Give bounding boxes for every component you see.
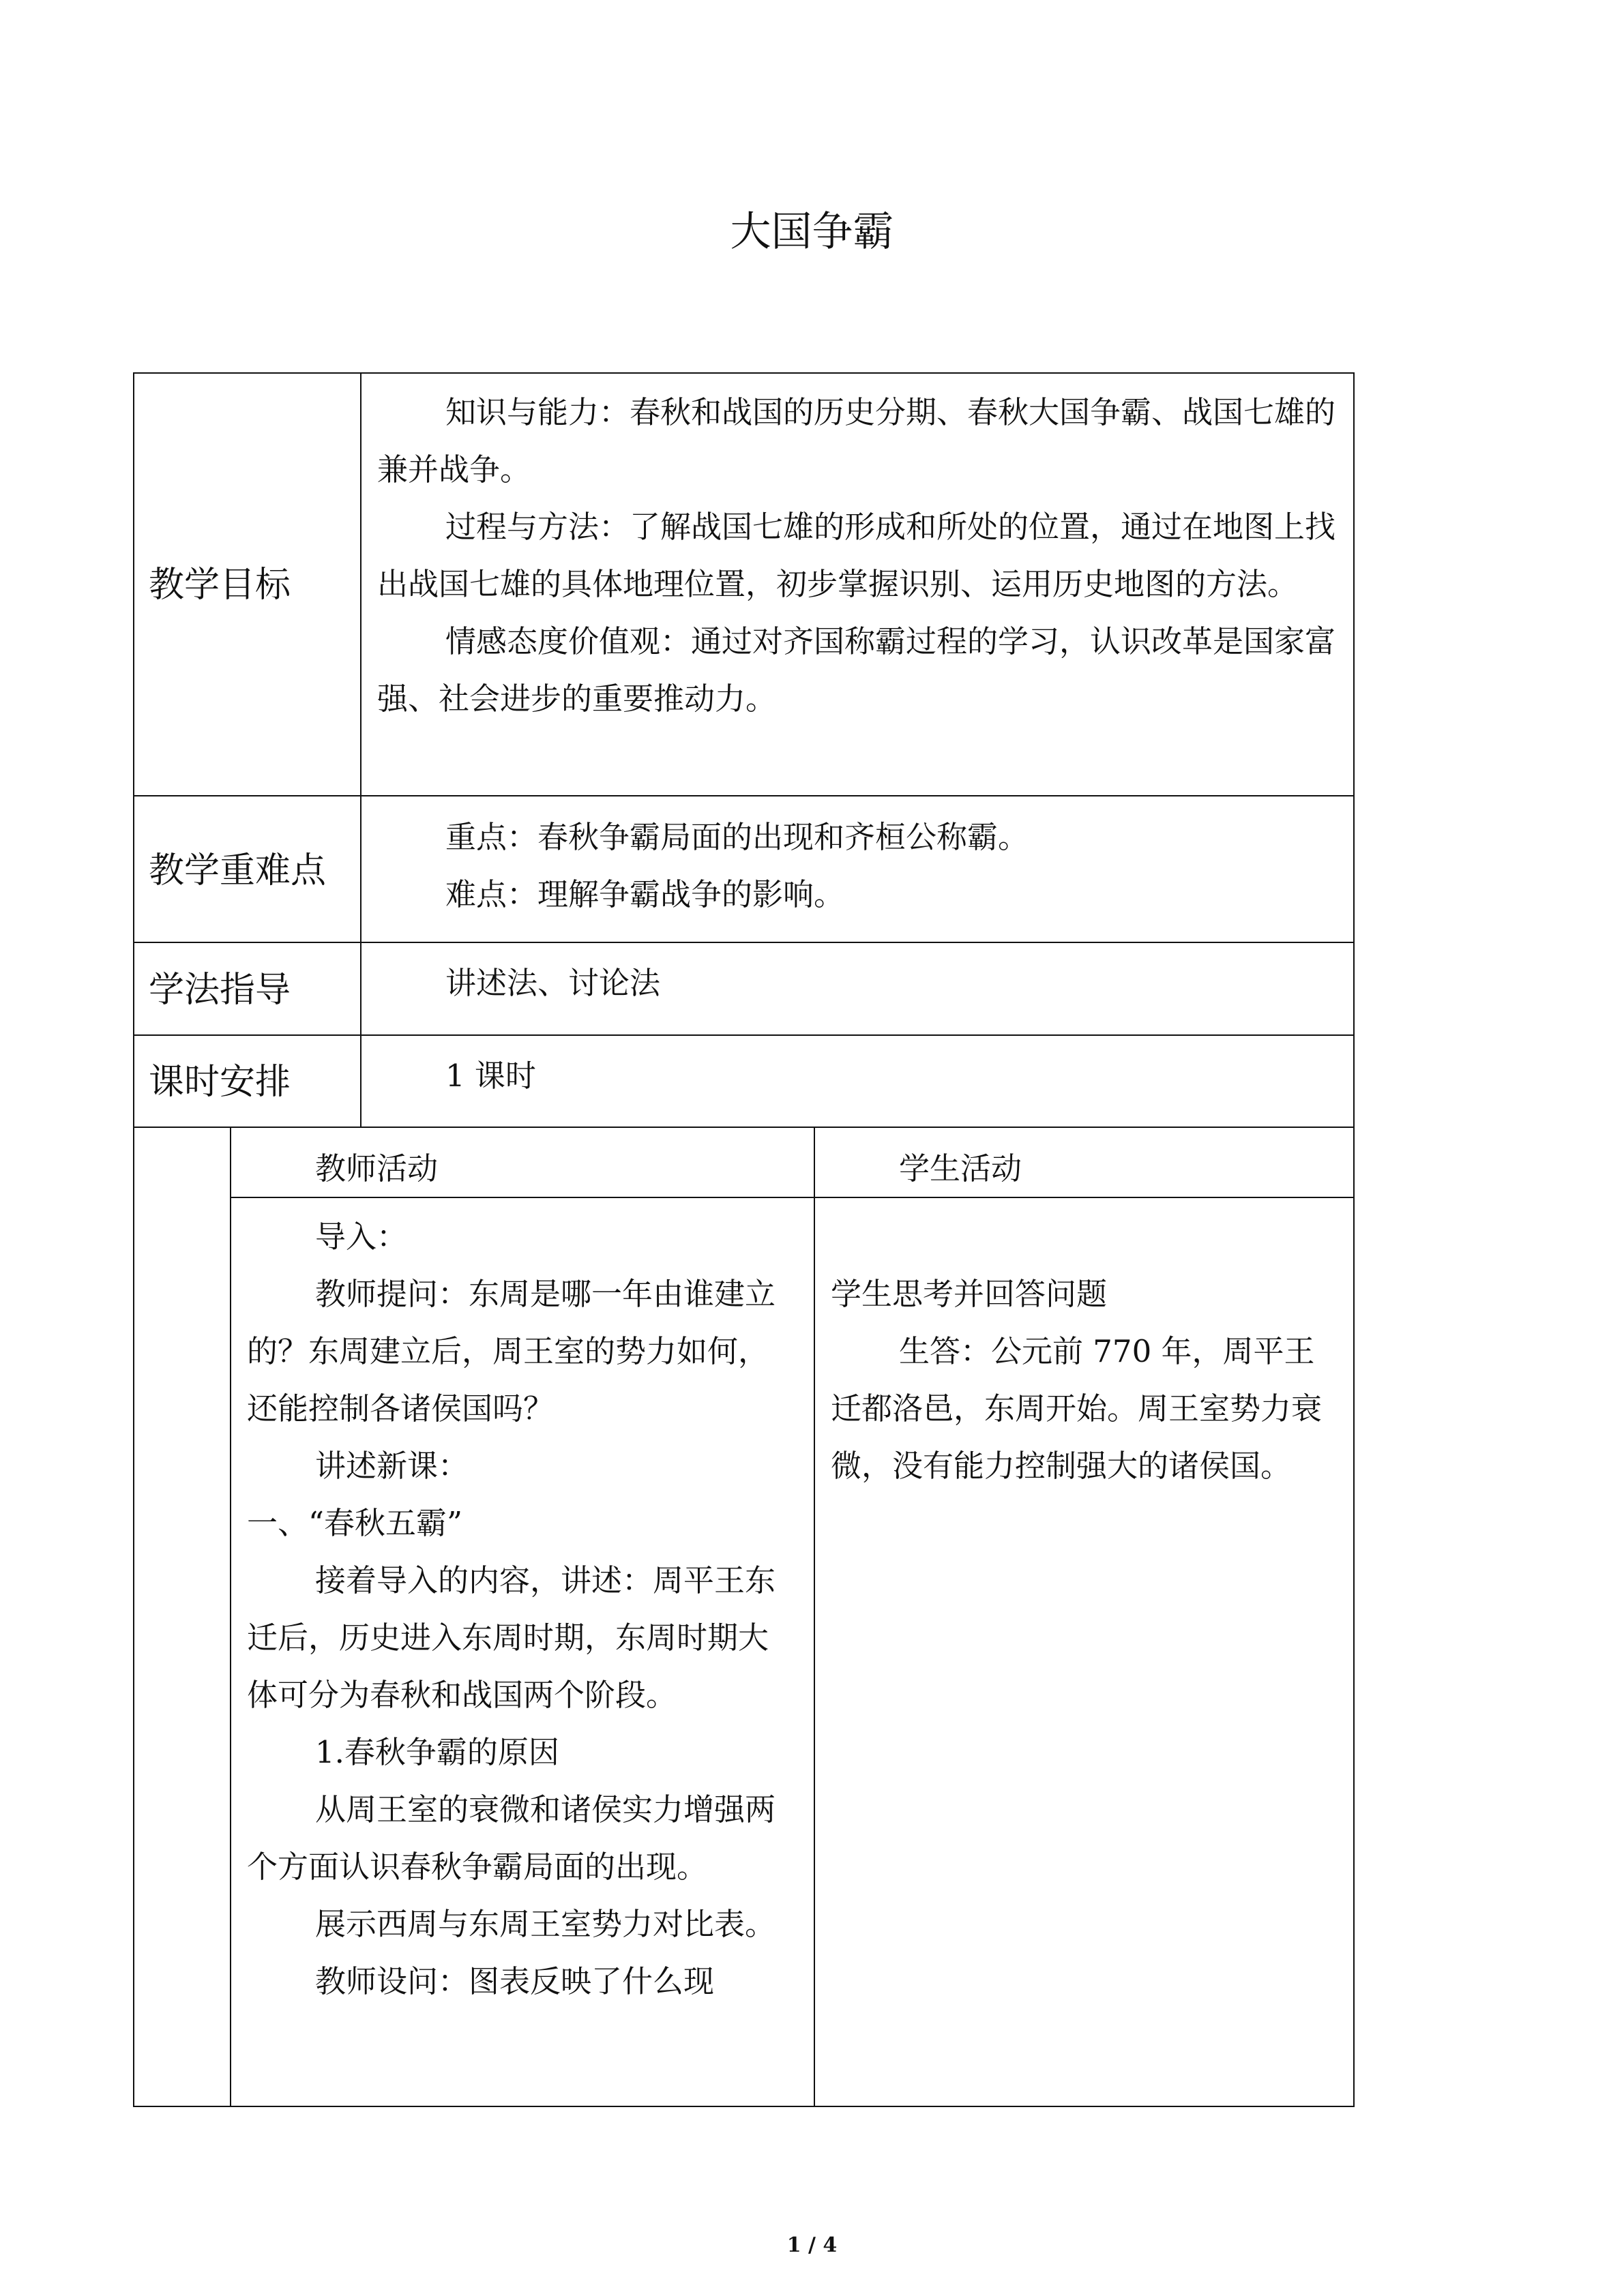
objective-process: 过程与方法：了解战国七雄的形成和所处的位置，通过在地图上找出战国七雄的具体地理位置，初步掌握识别、运用历史地图的方法。	[377, 509, 1336, 602]
schedule-value: 1 课时	[445, 1058, 536, 1094]
page-title: 大国争霸	[730, 208, 894, 256]
objectives-label: 教学目标	[149, 565, 291, 606]
objective-knowledge: 知识与能力：春秋和战国的历史分期、春秋大国争霸、战国七雄的兼并战争。	[377, 394, 1336, 488]
teacher-activity-content: 导入： 教师提问：东周是哪一年由谁建立的？东周建立后，周王室的势力如何，还能控制各诸侯国吗？ 讲述新课： 一、“春秋五霸” 接着导入的内容，讲述：周平王东迁后，历史进入东周时期，东周时期大体可分为春秋和战国两个阶段。 1.春秋争霸的原因 从周王室的衰微和诸侯实力增强两个方面认识春秋争霸局面的出现。 展示西周与东周王室势力对比表。 教师设问：图表反映了什么现	[247, 1219, 776, 1999]
label-column-divider	[360, 372, 361, 1127]
teacher-activity-header: 教师活动	[315, 1150, 439, 1187]
schedule-label: 课时安排	[149, 1062, 291, 1103]
key-points-content	[377, 809, 1339, 923]
objectives-content	[377, 384, 1339, 728]
student-activity-content: 学生思考并回答问题 生答：公元前 770 年，周平王迁都洛邑，东周开始。周王室势力衰微，没有能力控制强大的诸侯国。	[831, 1276, 1323, 1484]
row-divider	[133, 1127, 1355, 1128]
method-value: 讲述法、讨论法	[445, 965, 661, 1001]
row-divider	[133, 942, 1355, 943]
activity-left-divider	[230, 1127, 231, 2107]
row-divider	[133, 795, 1355, 796]
student-activity-header: 学生活动	[899, 1150, 1022, 1187]
method-label: 学法指导	[149, 970, 291, 1011]
objective-emotion: 情感态度价值观：通过对齐国称霸过程的学习，认识改革是国家富强、社会进步的重要推动力。	[377, 623, 1336, 717]
row-divider	[133, 1034, 1355, 1036]
activity-middle-divider	[814, 1127, 815, 2107]
page-number: 1 / 4	[786, 2233, 838, 2257]
key-points-label: 教学重难点	[149, 850, 327, 891]
key-point-focus: 重点：春秋争霸局面的出现和齐桓公称霸。	[445, 819, 1029, 855]
key-point-difficulty: 难点：理解争霸战争的影响。	[445, 876, 845, 912]
